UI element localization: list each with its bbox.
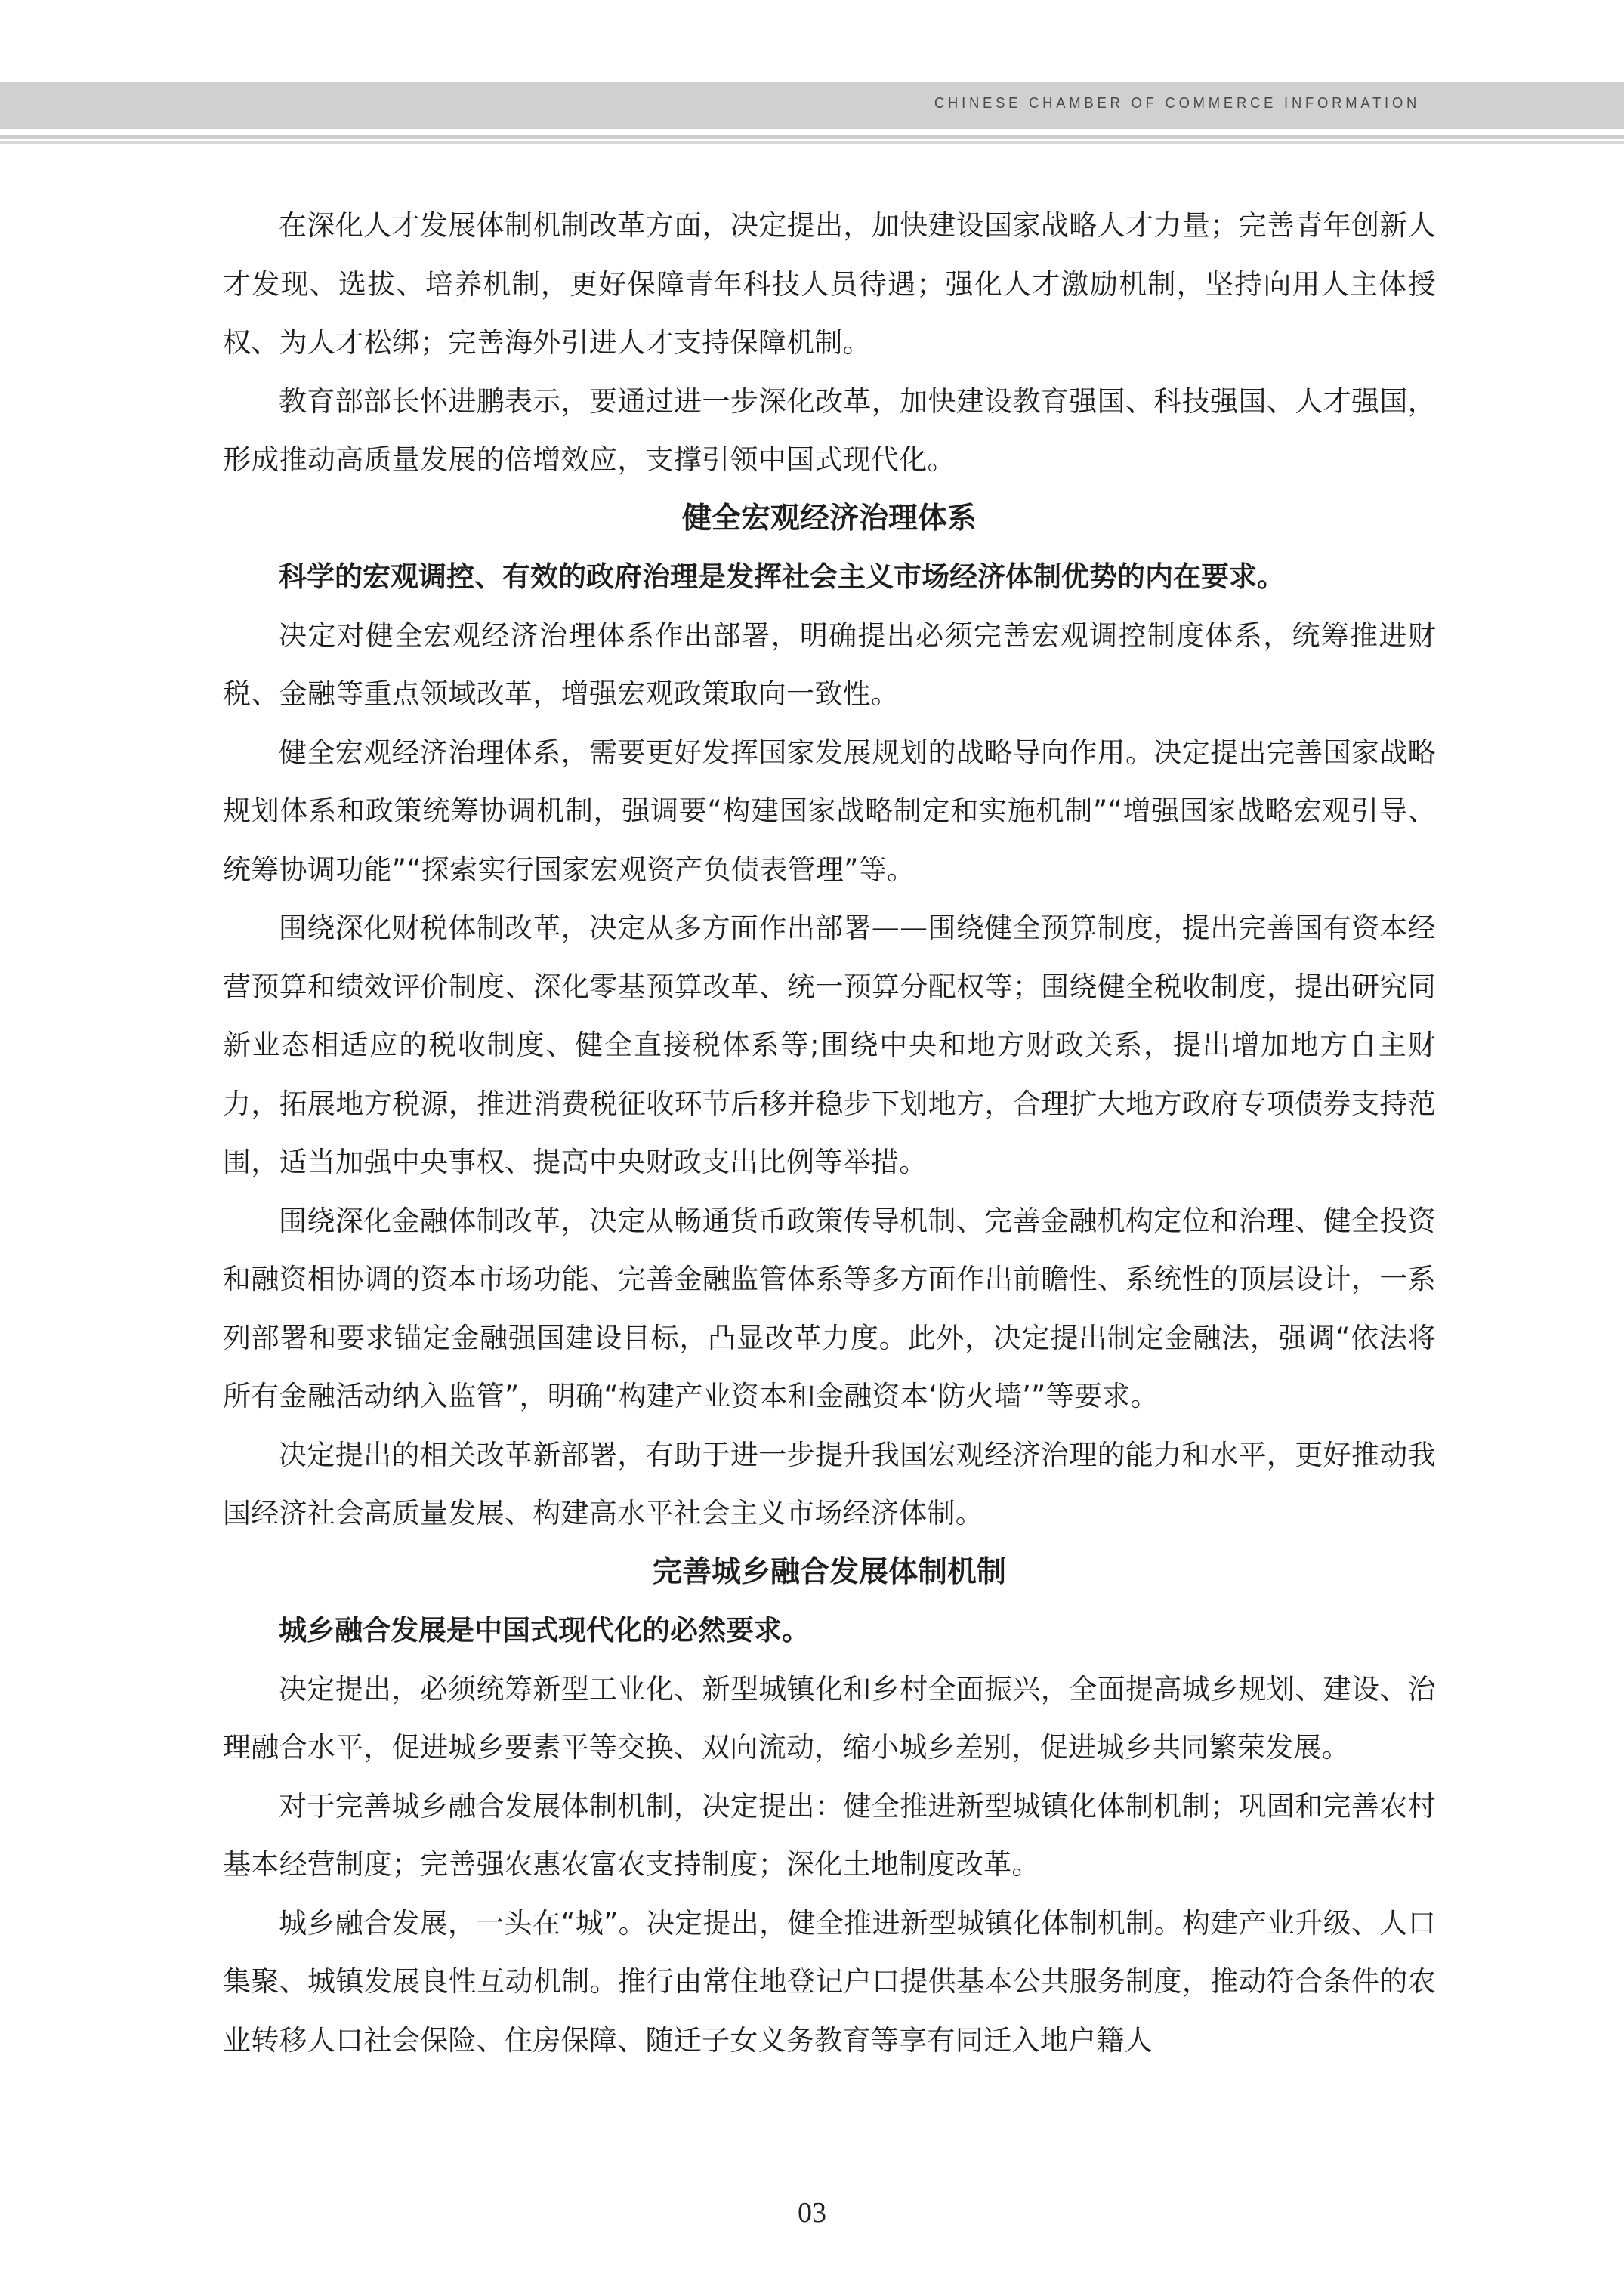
section-heading: 健全宏观经济治理体系 [681, 501, 977, 535]
paragraph: 决定提出的相关改革新部署，有助于进一步提升我国宏观经济治理的能力和水平，更好推动我国经济社会高质量发展、构建高水平社会主义市场经济体制。 [223, 1438, 1436, 1529]
section-lead: 科学的宏观调控、有效的政府治理是发挥社会主义市场经济体制优势的内在要求。 [279, 560, 1285, 593]
publication-title: CHINESE CHAMBER OF COMMERCE INFORMATION [934, 95, 1420, 112]
section-heading: 完善城乡融合发展体制机制 [652, 1554, 1006, 1589]
section-lead: 城乡融合发展是中国式现代化的必然要求。 [279, 1614, 810, 1646]
paragraph: 决定对健全宏观经济治理体系作出部署，明确提出必须完善宏观调控制度体系，统筹推进财税、金融等重点领域改革，增强宏观政策取向一致性。 [223, 619, 1436, 710]
header-rule-thin [0, 141, 1624, 144]
paragraph: 城乡融合发展，一头在“城”。决定提出，健全推进新型城镇化体制机制。构建产业升级、人口集聚、城镇发展良性互动机制。推行由常住地登记户口提供基本公共服务制度，推动符合条件的农业转移人口社会保险、住房保障、随迁子女义务教育等享有同迁入地户籍人 [223, 1906, 1436, 2057]
page-number: 03 [798, 2197, 826, 2229]
paragraph: 教育部部长怀进鹏表示，要通过进一步深化改革，加快建设教育强国、科技强国、人才强国，形成推动高质量发展的倍增效应，支撑引领中国式现代化。 [223, 384, 1436, 476]
paragraph: 在深化人才发展体制机制改革方面，决定提出，加快建设国家战略人才力量；完善青年创新人才发现、选拔、培养机制，更好保障青年科技人员待遇；强化人才激励机制，坚持向用人主体授权、为人才松绑；完善海外引进人才支持保障机制。 [223, 209, 1436, 359]
paragraph: 决定提出，必须统筹新型工业化、新型城镇化和乡村全面振兴，全面提高城乡规划、建设、治理融合水平，促进城乡要素平等交换、双向流动，缩小城乡差别，促进城乡共同繁荣发展。 [223, 1672, 1436, 1764]
paragraph: 健全宏观经济治理体系，需要更好发挥国家发展规划的战略导向作用。决定提出完善国家战略规划体系和政策统筹协调机制，强调要“构建国家战略制定和实施机制”“增强国家战略宏观引导、统筹协调功能”“探索实行国家宏观资产负债表管理”等。 [223, 736, 1436, 886]
header-rule [0, 135, 1624, 139]
paragraph: 围绕深化金融体制改革，决定从畅通货币政策传导机制、完善金融机构定位和治理、健全投资和融资相协调的资本市场功能、完善金融监管体系等多方面作出前瞻性、系统性的顶层设计，一系列部署和要求锚定金融强国建设目标，凸显改革力度。此外，决定提出制定金融法，强调“依法将所有金融活动纳入监管”，明确“构建产业资本和金融资本‘防火墙’”等要求。 [223, 1204, 1436, 1412]
paragraph: 对于完善城乡融合发展体制机制，决定提出：健全推进新型城镇化体制机制；巩固和完善农村基本经营制度；完善强农惠农富农支持制度；深化土地制度改革。 [223, 1789, 1436, 1881]
article-body [223, 196, 1436, 2069]
paragraph: 围绕深化财税体制改革，决定从多方面作出部署——围绕健全预算制度，提出完善国有资本经营预算和绩效评价制度、深化零基预算改革、统一预算分配权等；围绕健全税收制度，提出研究同新业态相适应的税收制度、健全直接税体系等;围绕中央和地方财政关系，提出增加地方自主财力，拓展地方税源，推进消费税征收环节后移并稳步下划地方，合理扩大地方政府专项债券支持范围，适当加强中央事权、提高中央财政支出比例等举措。 [223, 912, 1436, 1178]
